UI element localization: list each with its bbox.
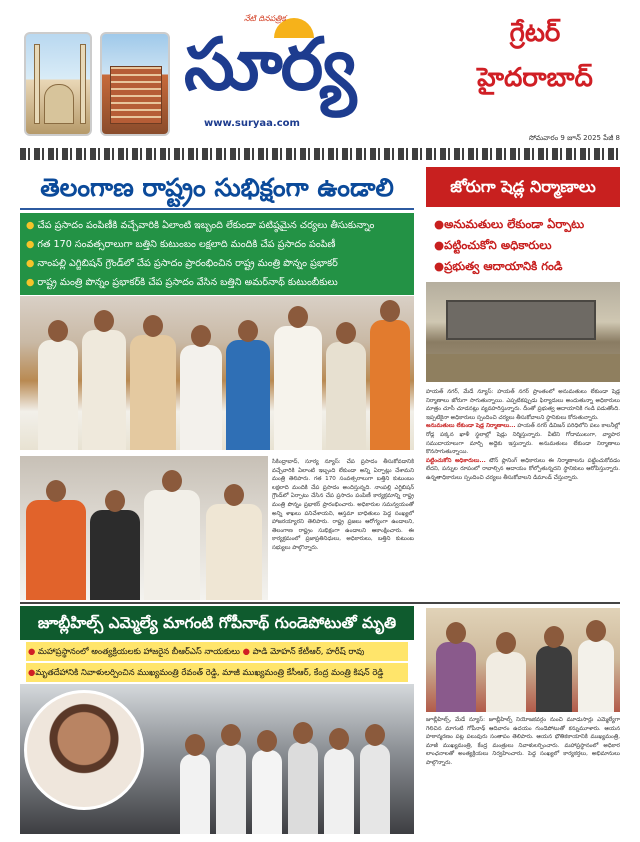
bottom-highlight-item: ● మహాప్రస్థానంలో అంత్యక్రియలకు హాజరైన బీఆర్ఎస్ నాయకులు ● పాడి మోహన్ కేటీఆర్, హరీష్ రావు (26, 642, 408, 661)
mla-portrait (24, 690, 144, 810)
highlight-item: ● గత 170 సంవత్సరాలుగా బత్తిని కుటుంబం లక్షలాది మందికి చేప ప్రసాదం పంపిణీ (26, 235, 408, 254)
main-headline (20, 166, 414, 210)
side-highlights (426, 210, 620, 280)
decorative-border (20, 148, 620, 160)
newspaper-logo[interactable] (184, 10, 446, 128)
dateline: సోమవారం 9 జూన్ 2025 పేజీ 8 (528, 134, 620, 142)
highlight-item: ● నాంపల్లి ఎగ్జిబిషన్ గ్రౌండ్‌లో చేప ప్రసాదం ప్రారంభించిన రాష్ట్ర మంత్రి పొన్నం ప్రభాకర్ (26, 254, 408, 273)
logo-tagline: నేటి దినపత్రిక (244, 14, 286, 23)
highlight-item: ● చేప ప్రసాదం పంపిణీకి వచ్చేవారికి ఏలాంటి ఇబ్బంది లేకుండా పటిష్ఠమైన చర్యలు తీసుకున్నాం (26, 216, 408, 235)
building-photo (100, 32, 170, 136)
bottom-headline: జూబ్లీహిల్స్ ఎమ్మెల్యే మాగంటి గోపీనాథ్ గుండెపోటుతో మృతి (20, 606, 414, 640)
bottom-highlight-item: ● మృతదేహానికి నివాళులర్పించిన ముఖ్యమంత్రి రేవంత్ రెడ్డి, మాజీ ముఖ్యమంత్రి కేసీఆర్, కేంద్ర మంత్రి కిషన్ రెడ్డి (26, 663, 408, 682)
bottom-highlight-1a: మహాప్రస్థానంలో అంత్యక్రియలకు హాజరైన బీఆర్ఎస్ నాయకులు (37, 646, 240, 656)
main-story-photo (20, 296, 414, 450)
edition-title (450, 18, 620, 94)
side-highlight-item: ● ప్రభుత్వ ఆదాయానికి గండి (434, 256, 612, 277)
bottom-highlights (20, 640, 414, 682)
bottom-story-body: జూబ్లీహిల్స్, మేడే న్యూస్: జూబ్లీహిల్స్ నియోజకవర్గం నుంచి మూడుసార్లు ఎమ్మెల్యేగా గెలిచిన మాగంటి గోపీనాథ్ ఆదివారం ఉదయం గుండెపోటుతో కన్నుమూశారు. ఆయన హఠాన్మరణం పట్ల పలువురు సంతాపం తెలిపారు. ఆయన భౌతికకాయానికి ముఖ్యమంత్రి, మాజీ ముఖ్యమంత్రి, కేంద్ర మంత్రులు నివాళులర్పించారు. మహాప్రస్థానంలో అధికార లాంఛనాలతో అంత్యక్రియలు నిర్వహించారు. పెద్ద సంఖ్యలో కార్యకర్తలు, అభిమానులు పాల్గొన్నారు. (426, 717, 620, 766)
masthead (0, 0, 640, 150)
side-body-para-1: హయత్ నగర్, మేడే న్యూస్: హయత్ నగర్ ప్రాంతంలో అనుమతులు లేకుండా షెడ్ల నిర్మాణాలు జోరుగా సాగుతున్నాయి. ఎప్పటికప్పుడు ఫిర్యాదులు అందుతున్నా అధికారులు మాత్రం చూసీ చూడనట్లు వ్యవహరిస్తున్నారు. దీంతో ప్రభుత్వ ఆదాయానికి గండి పడుతోంది. ఇప్పటికైనా అధికారులు స్పందించి చర్యలు తీసుకోవాలని స్థానికులు కోరుతున్నారు. (426, 389, 620, 421)
side-body-para-3: టౌన్ ప్లానింగ్ అధికారులు ఈ నిర్మాణాలను పట్టించుకోవడం లేదని, పన్నుల రూపంలో రావాల్సిన ఆదాయం కోల్పోతున్నదని స్థానికులు ఆరోపిస్తున్నారు. ఉన్నతాధికారులు స్పందించి చర్యలు తీసుకోవాలని డిమాండ్ చేస్తున్నారు. (426, 457, 620, 481)
main-highlights-box (20, 213, 414, 295)
section-divider (20, 602, 620, 604)
fish-prasadam-photo (20, 456, 268, 600)
main-story-body: సికింద్రాబాద్, సూర్య న్యూస్: చేప ప్రసాదం తీసుకోవడానికి వచ్చేవారికి ఏలాంటి ఇబ్బంది లేకుండా అన్ని ఏర్పాట్లు చేశామని మంత్రి తెలిపారు. గత 170 సంవత్సరాలుగా బత్తిని కుటుంబం లక్షలాది మందికి చేప ప్రసాదం అందిస్తున్నది. నాంపల్లి ఎగ్జిబిషన్ గ్రౌండ్‌లో ఏర్పాటు చేసిన చేప ప్రసాదం పంపిణీ కార్యక్రమాన్ని రాష్ట్ర మంత్రి పొన్నం ప్రభాకర్ ప్రారంభించారు. అధికారుల సమన్వయంతో అన్ని శాఖలు పనిచేశాయని, ఆస్తమా బాధితులు పెద్ద సంఖ్యలో హాజరయ్యారని తెలిపారు. రాష్ట్ర ప్రజలు ఆరోగ్యంగా ఉండాలని, తెలంగాణ రాష్ట్రం సుభిక్షంగా ఉండాలని ఆకాంక్షించారు. ఈ కార్యక్రమంలో ప్రజాప్రతినిధులు, అధికారులు, బత్తిని కుటుంబ సభ్యులు పాల్గొన్నారు. (272, 459, 414, 551)
bottom-highlight-1b: పాడి మోహన్ కేటీఆర్, హరీష్ రావు (252, 646, 365, 656)
shed-construction-photo (426, 282, 620, 382)
logo-wordmark: సూర్య (184, 21, 355, 106)
side-headline: జోరుగా షెడ్ల నిర్మాణాలు (426, 167, 620, 207)
edition-line-1: గ్రేటర్ (509, 18, 561, 48)
side-story-body (426, 388, 620, 598)
side-highlight-item: ● పట్టించుకోని అధికారులు (434, 235, 612, 256)
charminar-photo (24, 32, 92, 136)
side-highlight-item: ● అనుమతులు లేకుండా ఏర్పాటు (434, 214, 612, 235)
side-sub-label-1: అనుమతులు లేకుండా షెడ్ల నిర్మాణాలు... (426, 423, 516, 430)
side-body-para-2: హయత్ నగర్ డివిజన్ పరిధిలోని పలు కాలనీల్లో రోడ్ల పక్కన ఖాళీ స్థలాల్లో షెడ్లు నిర్మిస్తున్నారు. వీటిని గోదాములుగా, వ్యాపార సముదాయాలుగా మార్చి అద్దెకు ఇస్తున్నారు. అనుమతులు లేకుండా నిర్మాణాలు కొనసాగుతున్నాయి. (426, 423, 620, 456)
side-sub-label-2: పట్టించుకోని అధికారులు... (426, 457, 486, 464)
website-url[interactable]: www.suryaa.com (204, 118, 300, 129)
edition-line-2: హైదరాబాద్ (477, 63, 593, 94)
highlight-item: ● రాష్ట్ర మంత్రి పొన్నం ప్రభాకర్‌కి చేప ప్రసాదం వేసిన బత్తిని అమర్‌నాథ్ కుటుంబీకులు (26, 273, 408, 292)
main-headline-text: తెలంగాణ రాష్ట్రం సుభిక్షంగా ఉండాలి (40, 173, 394, 202)
condolence-visit-photo (426, 608, 620, 712)
